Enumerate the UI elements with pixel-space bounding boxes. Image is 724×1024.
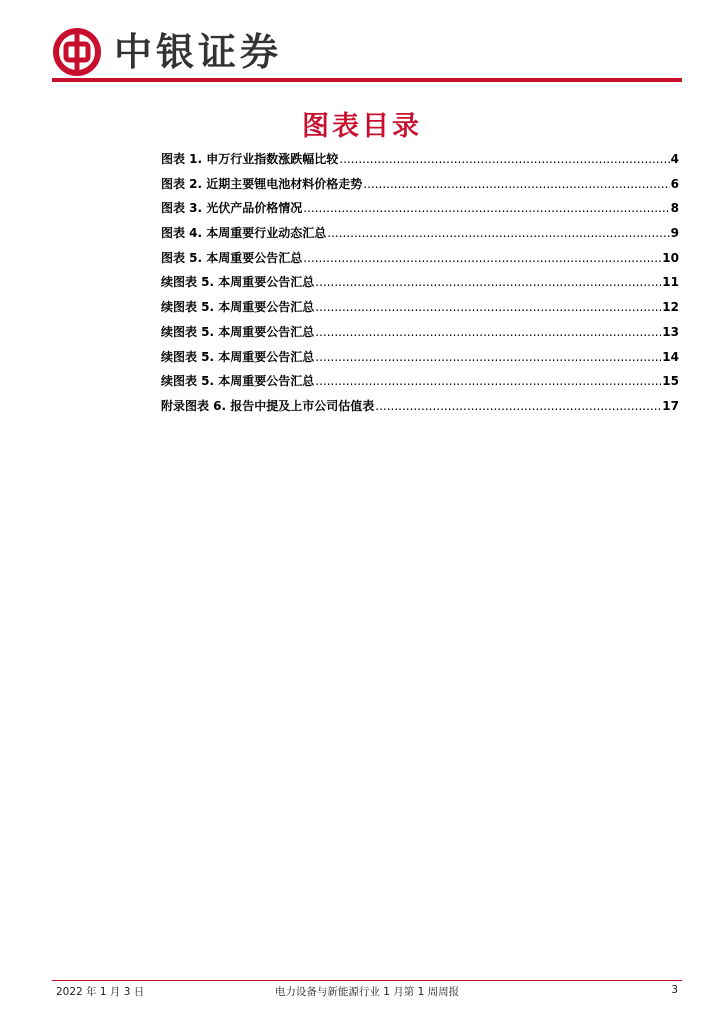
toc-entry-label: 续图表 5. 本周重要公告汇总 — [161, 275, 315, 290]
toc-entry-label: 图表 3. 光伏产品价格情况 — [161, 201, 303, 216]
toc-entry-page: 11 — [662, 275, 679, 290]
toc-leader-dots — [315, 374, 661, 388]
toc-entry-label: 图表 2. 近期主要锂电池材料价格走势 — [161, 176, 363, 191]
toc-entry-label: 续图表 5. 本周重要公告汇总 — [161, 324, 315, 339]
toc-leader-dots — [327, 226, 669, 240]
page-title: 图表目录 — [302, 111, 422, 142]
toc-entry-page: 8 — [670, 201, 679, 216]
toc-entry-page: 9 — [670, 226, 679, 241]
page-header — [52, 26, 282, 78]
toc-leader-dots — [315, 300, 661, 314]
toc-entry-label: 续图表 5. 本周重要公告汇总 — [161, 349, 315, 364]
toc-leader-dots — [303, 201, 669, 215]
footer-divider — [52, 980, 682, 981]
toc-leader-dots — [315, 275, 661, 289]
toc-entry-label: 图表 1. 申万行业指数涨跌幅比较 — [161, 152, 339, 166]
toc-leader-dots — [303, 251, 661, 265]
toc-leader-dots — [375, 399, 661, 413]
toc-entry[interactable] — [161, 397, 679, 422]
header-divider — [52, 78, 682, 82]
footer-page-number: 3 — [671, 984, 678, 996]
toc-entry[interactable] — [161, 372, 679, 397]
brand-name: 中银证券 — [114, 29, 283, 74]
table-of-figures — [161, 150, 679, 422]
toc-entry-label: 续图表 5. 本周重要公告汇总 — [161, 374, 315, 389]
toc-entry[interactable] — [161, 298, 679, 323]
toc-entry-page: 15 — [662, 374, 679, 389]
toc-entry[interactable] — [161, 273, 679, 298]
toc-entry-page: 12 — [662, 300, 679, 315]
toc-entry-label: 图表 5. 本周重要公告汇总 — [161, 250, 303, 265]
toc-entry[interactable] — [161, 323, 679, 348]
toc-entry-page: 10 — [662, 250, 679, 265]
bank-of-china-logo-icon — [52, 27, 102, 77]
footer-report-title: 电力设备与新能源行业 1 月第 1 周周报 — [274, 986, 460, 998]
toc-entry[interactable] — [161, 249, 679, 274]
toc-entry[interactable] — [161, 348, 679, 373]
toc-entry-label: 附录图表 6. 报告中提及上市公司估值表 — [161, 398, 375, 413]
toc-leader-dots — [363, 177, 669, 191]
toc-entry-label: 图表 4. 本周重要行业动态汇总 — [161, 226, 327, 241]
toc-entry[interactable] — [161, 150, 679, 175]
toc-entry-page: 13 — [662, 324, 679, 339]
toc-entry-page: 6 — [670, 176, 679, 191]
toc-entry-page: 4 — [670, 152, 679, 166]
toc-entry-page: 17 — [662, 398, 679, 413]
toc-entry-page: 14 — [662, 349, 679, 364]
toc-entry-label: 续图表 5. 本周重要公告汇总 — [161, 300, 315, 315]
footer-date: 2022 年 1 月 3 日 — [56, 986, 145, 998]
toc-leader-dots — [315, 325, 661, 339]
toc-leader-dots — [339, 152, 669, 166]
toc-leader-dots — [315, 350, 661, 364]
toc-entry[interactable] — [161, 199, 679, 224]
toc-entry[interactable] — [161, 224, 679, 249]
toc-entry[interactable] — [161, 175, 679, 200]
